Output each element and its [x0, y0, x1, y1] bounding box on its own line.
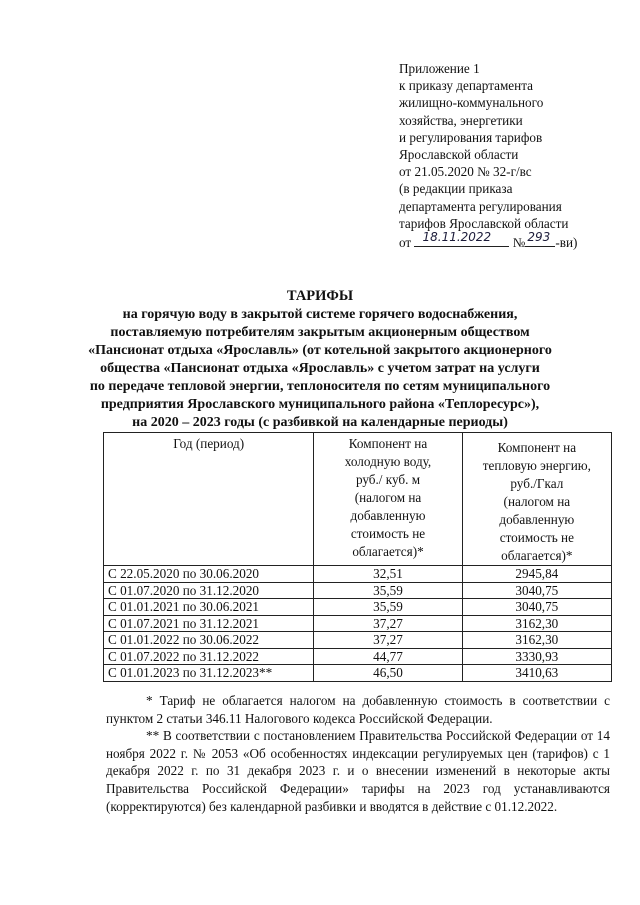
handwritten-date-field — [414, 232, 509, 251]
header-cold-line: холодную воду, — [344, 454, 432, 469]
period-cell: С 01.01.2021 по 30.06.2021 — [104, 599, 314, 616]
header-heat-line: облагается)* — [501, 548, 573, 563]
appendix-from-label: от — [399, 235, 412, 251]
appendix-line: Приложение 1 — [399, 61, 480, 76]
cold-cell: 37,27 — [314, 632, 462, 649]
cold-cell: 44,77 — [314, 648, 462, 665]
title-line: поставляемую потребителям закрытым акционерным обществом — [110, 325, 530, 340]
header-heat-line: руб./Гкал — [510, 476, 564, 491]
table-row — [104, 632, 612, 649]
cold-cell: 37,27 — [314, 615, 462, 632]
document-title-block — [0, 287, 640, 432]
heat-cell: 3410,63 — [462, 665, 611, 682]
footnote-2023: ** В соответствии с постановлением Правительства Российской Федерации от 14 ноября 2022 г. № 2053 «Об особенностях индексации регулируемых цен (тарифов) с 1 декабря 2022 г. по 31 декабря 2023 г. и о внесении изменений в некоторые акты Правительства Российской Федерации» тарифы на 2023 год устанавливаются (корректируются) без календарной разбивки и вводятся в действие с 01.12.2022. — [106, 728, 610, 814]
appendix-line: жилищно-коммунального — [399, 95, 544, 111]
header-cold-line: добавленную — [350, 508, 426, 523]
header-cold-line: (налогом на — [354, 490, 422, 505]
appendix-line: департамента регулирования — [399, 198, 562, 214]
handwritten-number-field — [525, 232, 555, 251]
appendix-last-line — [399, 232, 629, 251]
table-header-row — [104, 433, 612, 566]
heat-cell: 3162,30 — [462, 632, 611, 649]
page-title: ТАРИФЫ — [286, 288, 354, 304]
period-cell: С 01.01.2023 по 31.12.2023** — [104, 665, 314, 682]
appendix-line: Ярославской области — [399, 147, 519, 163]
tariff-table — [103, 432, 612, 682]
title-line: на горячую воду в закрытой системе горячего водоснабжения, — [122, 307, 518, 322]
heat-cell: 3040,75 — [462, 582, 611, 599]
period-cell: С 01.07.2020 по 31.12.2020 — [104, 582, 314, 599]
header-cold-line: облагается)* — [352, 544, 424, 559]
header-cold-line: Компонент на — [348, 436, 428, 451]
header-heat-line: стоимость не — [499, 530, 574, 545]
header-cold-line: руб./ куб. м — [355, 472, 421, 487]
title-line: на 2020 – 2023 годы (с разбивкой на календарные периоды) — [132, 415, 508, 430]
header-heat-line: тепловую энергию, — [482, 458, 591, 473]
header-heat-line: (налогом на — [503, 494, 571, 509]
cold-cell: 35,59 — [314, 582, 462, 599]
order-suffix: -ви) — [555, 235, 578, 251]
title-line: предприятия Ярославского муниципального района «Теплоресурс»), — [100, 397, 540, 412]
appendix-line: тарифов Ярославской области — [399, 215, 569, 231]
table-row — [104, 566, 612, 583]
appendix-line: (в редакции приказа — [399, 181, 513, 197]
table-row — [104, 582, 612, 599]
appendix-line: от 21.05.2020 № 32-г/вс — [399, 164, 532, 180]
period-cell: С 01.01.2022 по 30.06.2022 — [104, 632, 314, 649]
cold-cell: 46,50 — [314, 665, 462, 682]
period-cell: С 22.05.2020 по 30.06.2020 — [104, 566, 314, 583]
table-row — [104, 599, 612, 616]
header-period: Год (период) — [104, 433, 314, 566]
cold-cell: 32,51 — [314, 566, 462, 583]
title-line: по передаче тепловой энергии, теплоносителя по сетям муниципального — [89, 379, 551, 394]
title-line: общества «Пансионат отдыха «Ярославль» с учетом затрат на услуги — [100, 361, 540, 376]
number-sign: № — [512, 235, 526, 251]
header-heat-line: добавленную — [499, 512, 575, 527]
footnote-vat: * Тариф не облагается налогом на добавленную стоимость в соответствии с пунктом 2 статьи 346.11 Налогового кодекса Российской Федерации. — [106, 693, 610, 726]
cold-cell: 35,59 — [314, 599, 462, 616]
handwritten-number: 293 — [527, 230, 551, 245]
appendix-line: хозяйства, энергетики — [399, 112, 523, 128]
period-cell: С 01.07.2022 по 31.12.2022 — [104, 648, 314, 665]
header-heat-energy — [462, 433, 611, 566]
header-heat-line: Компонент на — [497, 440, 577, 455]
header-cold-water — [314, 433, 462, 566]
appendix-block — [399, 60, 629, 251]
table-row — [104, 648, 612, 665]
title-line: «Пансионат отдыха «Ярославль» (от котельной закрытого акционерного — [88, 343, 552, 358]
heat-cell: 3040,75 — [462, 599, 611, 616]
heat-cell: 3162,30 — [462, 615, 611, 632]
period-cell: С 01.07.2021 по 31.12.2021 — [104, 615, 314, 632]
table-row — [104, 665, 612, 682]
appendix-line: к приказу департамента — [399, 78, 533, 94]
header-cold-line: стоимость не — [350, 526, 426, 541]
table-row — [104, 615, 612, 632]
heat-cell: 2945,84 — [462, 566, 611, 583]
appendix-line: и регулирования тарифов — [399, 129, 543, 145]
handwritten-date: 18.11.2022 — [422, 230, 492, 245]
footnotes — [106, 692, 610, 815]
heat-cell: 3330,93 — [462, 648, 611, 665]
